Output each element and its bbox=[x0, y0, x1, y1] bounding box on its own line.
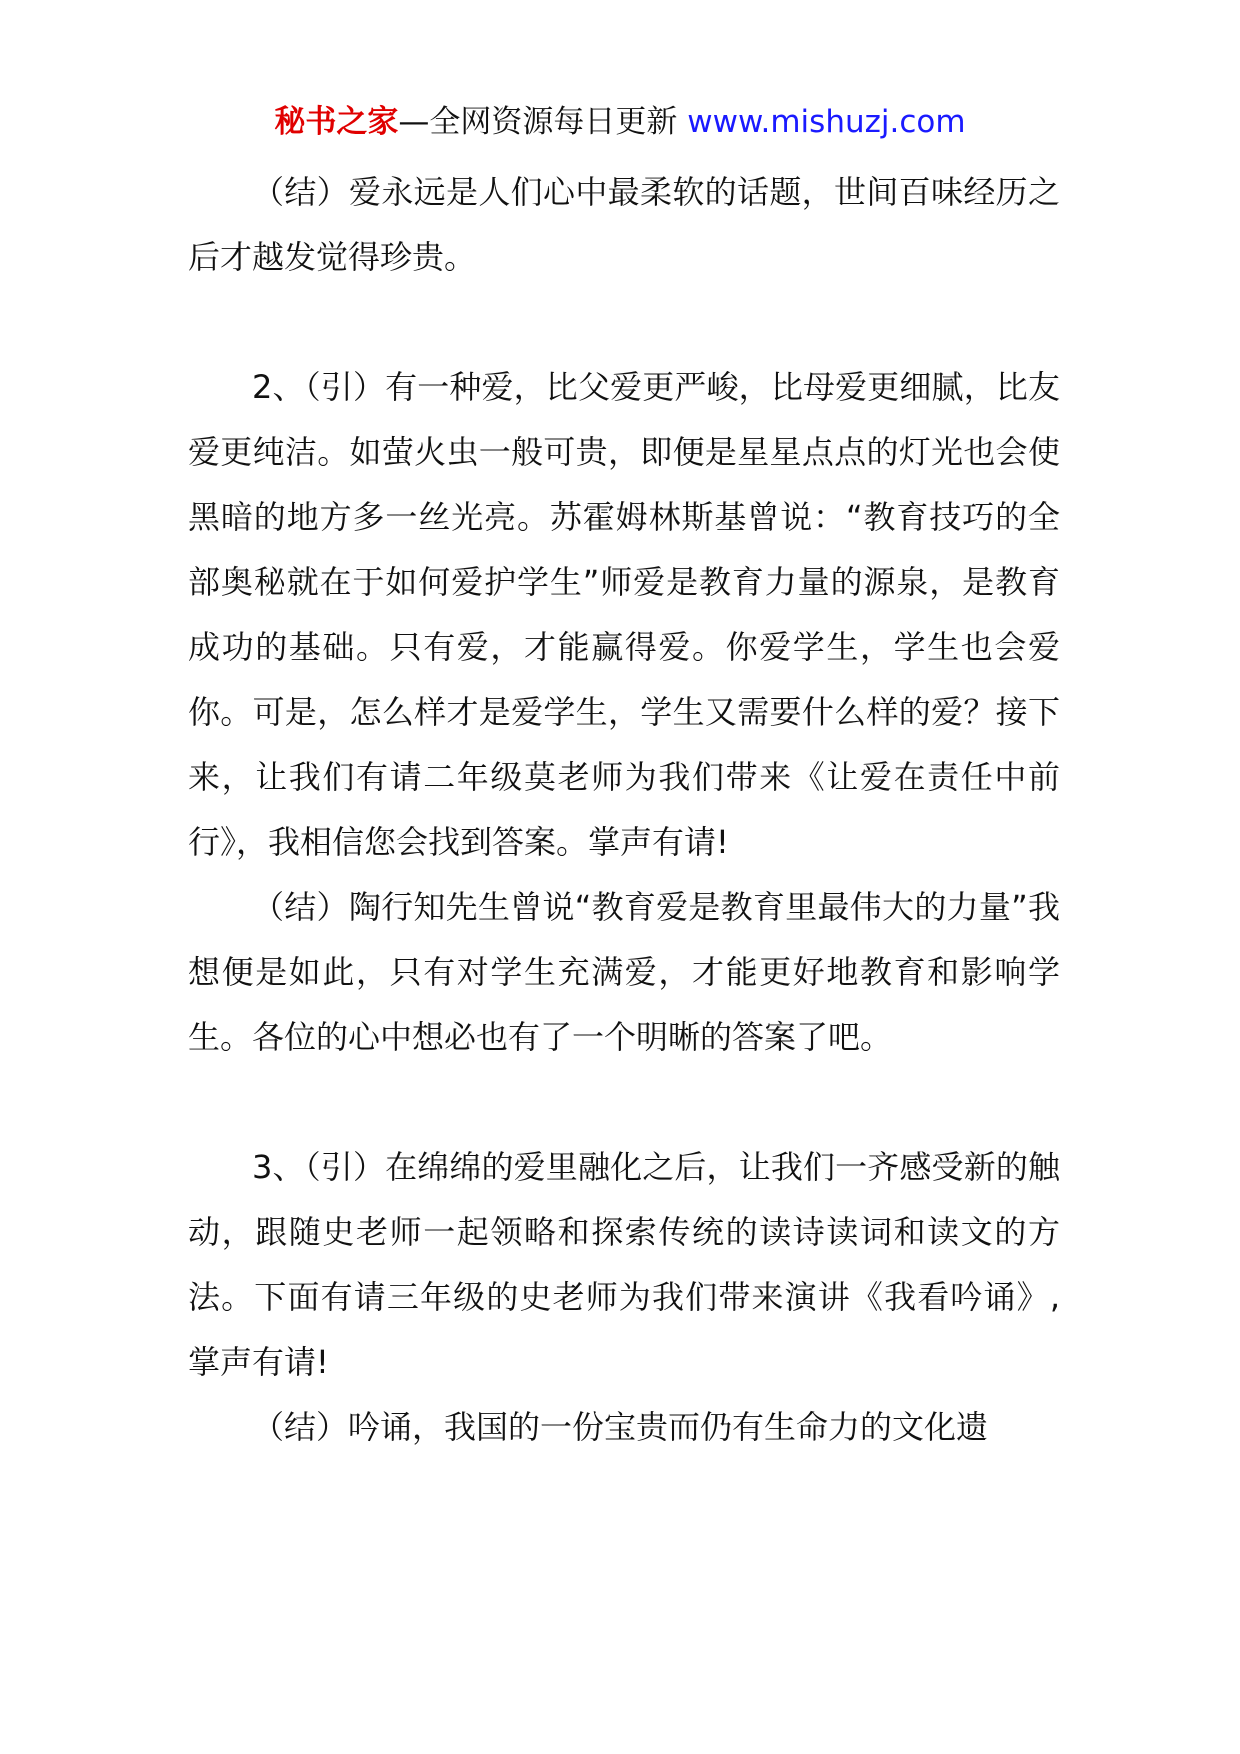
paragraph-intro-3: 3、（引）在绵绵的爱里融化之后，让我们一齐感受新的触动，跟随史老师一起领略和探索传统的读诗读词和读文的方法。下面有请三年级的史老师为我们带来演讲《我看吟诵》,掌声有请! bbox=[188, 1148, 1060, 1381]
document-body bbox=[188, 160, 1060, 1460]
page-header bbox=[0, 100, 1240, 144]
paragraph-closing-1: （结）爱永远是人们心中最柔软的话题，世间百味经历之后才越发觉得珍贵。 bbox=[188, 173, 1060, 276]
paragraph-intro-2: 2、（引）有一种爱，比父爱更严峻，比母爱更细腻，比友爱更纯洁。如萤火虫一般可贵，即便是星星点点的灯光也会使黑暗的地方多一丝光亮。苏霍姆林斯基曾说：“教育技巧的全部奥秘就在于如何爱护学生”师爱是教育力量的源泉，是教育成功的基础。只有爱，才能赢得爱。你爱学生，学生也会爱你。可是，怎么样才是爱学生，学生又需要什么样的爱？接下来，让我们有请二年级莫老师为我们带来《让爱在责任中前行》，我相信您会找到答案。掌声有请! bbox=[188, 368, 1060, 861]
paragraph-closing-2: （结）陶行知先生曾说“教育爱是教育里最伟大的力量”我想便是如此，只有对学生充满爱，才能更好地教育和影响学生。各位的心中想必也有了一个明晰的答案了吧。 bbox=[188, 888, 1060, 1056]
paragraph-closing-3: （结）吟诵，我国的一份宝贵而仍有生命力的文化遗 bbox=[252, 1408, 989, 1446]
website-link[interactable]: www.mishuzj.com bbox=[687, 104, 966, 140]
brand-name: 秘书之家 bbox=[274, 104, 399, 140]
header-tagline: —全网资源每日更新 bbox=[398, 104, 688, 140]
paragraph-gap bbox=[188, 1070, 1060, 1135]
paragraph-gap bbox=[188, 290, 1060, 355]
